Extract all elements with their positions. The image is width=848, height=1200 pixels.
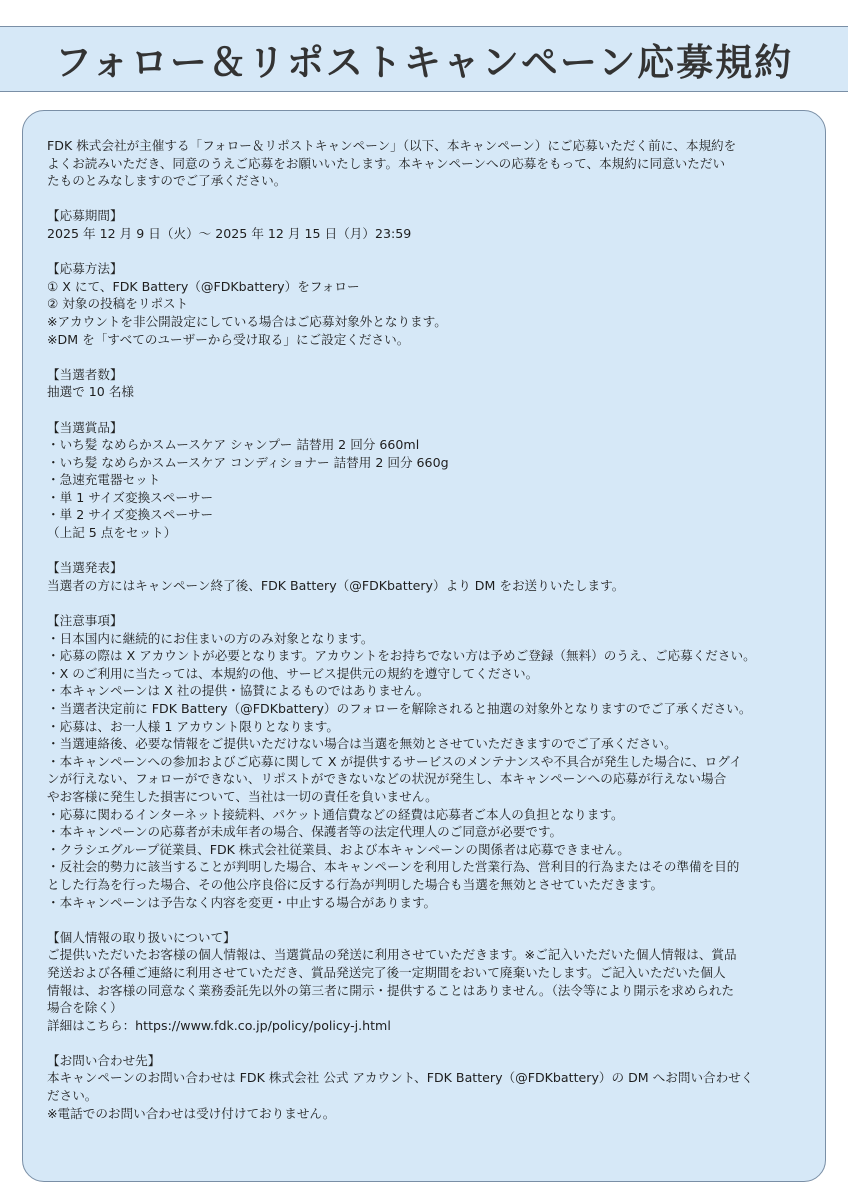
list-item: ※DM を「すべてのユーザーから受け取る」にご設定ください。 — [47, 331, 410, 347]
list-item: ・応募の際は X アカウントが必要となります。アカウントをお持ちでない方は予めご登録（無料）のうえ、ご応募ください。 — [47, 648, 756, 664]
terms-box — [22, 110, 826, 1182]
list-item: ・急速充電器セット — [47, 472, 161, 488]
section-heading: 【当選発表】 — [47, 560, 123, 576]
section-heading: 【お問い合わせ先】 — [47, 1052, 161, 1068]
list-item: ・いち髪 なめらかスムースケア シャンプー 詰替用 2 回分 660ml — [47, 437, 420, 453]
list-item: ・単 1 サイズ変換スペーサー — [47, 489, 214, 505]
section-heading: 【注意事項】 — [47, 613, 123, 629]
privacy-policy-link[interactable]: 詳細はこちら：https://www.fdk.co.jp/policy/policy-j.html — [47, 1017, 391, 1033]
period-text: 2025 年 12 月 9 日（火）〜 2025 年 12 月 15 日（月）23:59 — [47, 225, 412, 241]
list-item: ・単 2 サイズ変換スペーサー — [47, 507, 214, 523]
section-winners — [47, 366, 807, 401]
contact-note: ※電話でのお問い合わせは受け付けておりません。 — [47, 1105, 336, 1121]
announcement-text: 当選者の方にはキャンペーン終了後、FDK Battery（@FDKbattery）より DM をお送りいたします。 — [47, 577, 625, 593]
section-heading: 【応募方法】 — [47, 261, 123, 277]
section-announcement — [47, 559, 807, 594]
list-item: ・本キャンペーンは予告なく内容を変更・中止する場合があります。 — [47, 894, 437, 910]
list-item: ① X にて、FDK Battery（@FDKbattery）をフォロー — [47, 278, 360, 294]
list-item: （上記 5 点をセット） — [47, 525, 177, 541]
terms-content — [47, 137, 807, 1122]
winners-text: 抽選で 10 名様 — [47, 384, 135, 400]
list-item: ・いち髪 なめらかスムースケア コンディショナー 詰替用 2 回分 660g — [47, 454, 449, 470]
list-item: ・応募に関わるインターネット接続料、パケット通信費などの経費は応募者ご本人の負担となります。 — [47, 806, 624, 822]
privacy-text: ご提供いただいたお客様の個人情報は、当選賞品の発送に利用させていただきます。※ご記入いただいた個人情報は、賞品 発送および各種ご連絡に利用させていただき、賞品発送完了後一定期間をおいて廃棄いたします。ご記入いただいた個人 情報は、お客様の同意なく業務委託先以外の第三者に開示・提供することはありません。（法令等により開示を求められた 場合を除く） — [47, 947, 737, 1016]
list-item: ・クラシエグループ従業員、FDK 株式会社従業員、および本キャンペーンの関係者は応募できません。 — [47, 841, 630, 857]
list-item: ・X のご利用に当たっては、本規約の他、サービス提供元の規約を遵守してください。 — [47, 665, 539, 681]
section-heading: 【個人情報の取り扱いについて】 — [47, 929, 236, 945]
list-item: ・反社会的勢力に該当することが判明した場合、本キャンペーンを利用した営業行為、営利目的行為またはその準備を目的 とした行為を行った場合、その他公序良俗に反する行為が判明した場合も当選を無効とさせていただきます。 — [47, 859, 740, 892]
contact-text: 本キャンペーンのお問い合わせは FDK 株式会社 公式 アカウント、FDK Battery（@FDKbattery）の DM へお問い合わせく ださい。 — [47, 1070, 754, 1104]
list-item: ・当選連絡後、必要な情報をご提供いただけない場合は当選を無効とさせていただきますのでご了承ください。 — [47, 736, 677, 752]
list-item: ・本キャンペーンは X 社の提供・協賛によるものではありません。 — [47, 683, 430, 699]
list-item: ・日本国内に継続的にお住まいの方のみ対象となります。 — [47, 630, 374, 646]
section-privacy — [47, 929, 807, 1035]
section-heading: 【当選者数】 — [47, 366, 123, 382]
section-heading: 【当選賞品】 — [47, 419, 123, 435]
list-item: ・応募は、お一人様 1 アカウント限りとなります。 — [47, 718, 339, 734]
intro-text: FDK 株式会社が主催する「フォロー＆リポストキャンペーン」（以下、本キャンペーン）にご応募いただく前に、本規約を よくお読みいただき、同意のうえご応募をお願いいたします。本キャンペーンへの応募をもって、本規約に同意いただい たものとみなしますのでご了承ください。 — [47, 138, 737, 189]
list-item: ・本キャンペーンの応募者が未成年者の場合、保護者等の法定代理人のご同意が必要です。 — [47, 824, 563, 840]
section-contact — [47, 1052, 807, 1122]
list-item: ・本キャンペーンへの参加およびご応募に関して X が提供するサービスのメンテナンスや不具合が発生した場合に、ログイ ンが行えない、フォローができない、リポストができないなどの状況が発生し、本キャンペーンへの応募が行えない場合 やお客様に発生した損害について、当社は一切の責任を負いません。 — [47, 753, 742, 804]
list-item: ② 対象の投稿をリポスト — [47, 296, 189, 312]
list-item: ※アカウントを非公開設定にしている場合はご応募対象外となります。 — [47, 313, 447, 329]
list-item: ・当選者決定前に FDK Battery（@FDKbattery）のフォローを解除されると抽選の対象外となりますのでご了承ください。 — [47, 701, 752, 716]
section-prizes — [47, 419, 807, 542]
page-title: フォロー＆リポストキャンペーン応募規約 — [54, 41, 794, 84]
section-notes — [47, 612, 807, 911]
section-heading: 【応募期間】 — [47, 208, 123, 224]
section-method — [47, 260, 807, 348]
title-banner — [0, 26, 848, 92]
section-period — [47, 207, 807, 242]
